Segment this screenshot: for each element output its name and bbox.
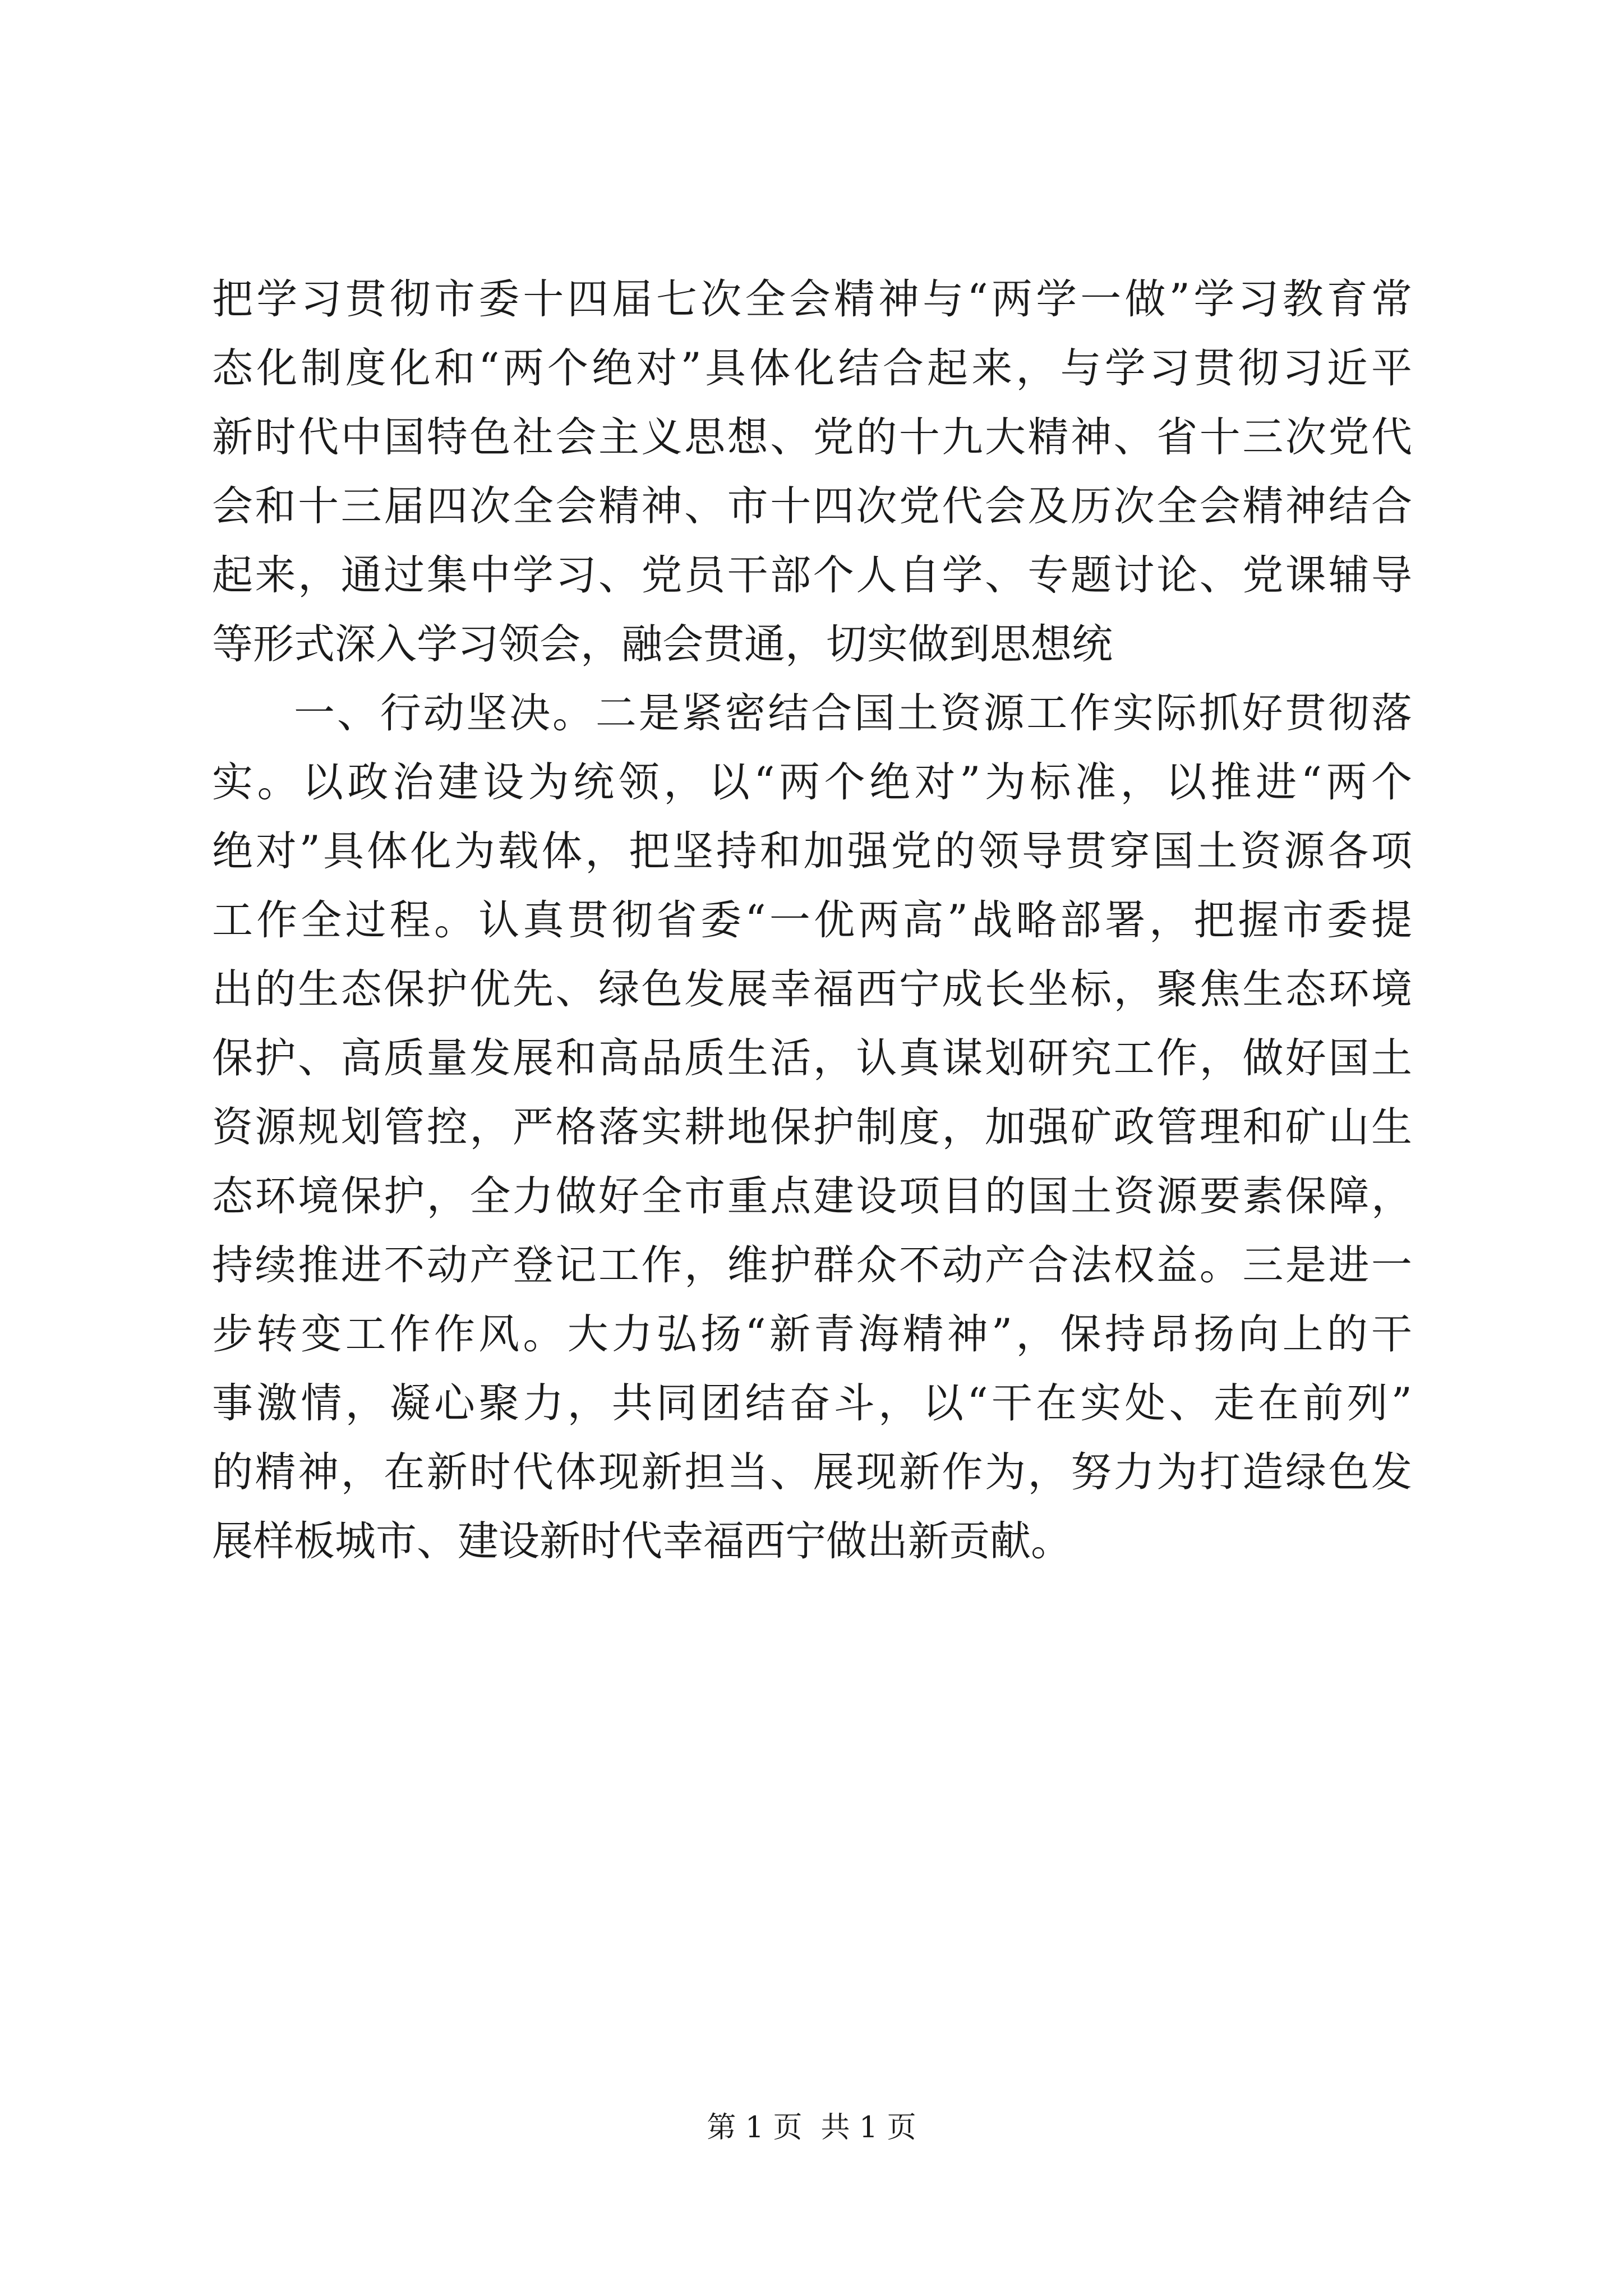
text-line: 新时代中国特色社会主义思想、党的十九大精神、省十三次党代 <box>212 413 1412 461</box>
paragraph-1 <box>212 265 1412 679</box>
paragraph-2 <box>212 679 1412 1576</box>
document-body <box>212 265 1412 1576</box>
text-line: 会和十三届四次全会精神、市十四次党代会及历次全会精神结合 <box>212 482 1412 530</box>
text-line: 等形式深入学习领会，融会贯通，切实做到思想统 <box>212 620 1113 668</box>
text-line: 出的生态保护优先、绿色发展幸福西宁成长坐标，聚焦生态环境 <box>212 965 1412 1013</box>
text-line: 资源规划管控，严格落实耕地保护制度，加强矿政管理和矿山生 <box>212 1103 1412 1151</box>
text-line: 态环境保护，全力做好全市重点建设项目的国土资源要素保障， <box>212 1172 1412 1220</box>
text-line: 展样板城市、建设新时代幸福西宁做出新贡献。 <box>212 1517 1072 1565</box>
text-line: 持续推进不动产登记工作，维护群众不动产合法权益。三是进一 <box>212 1241 1412 1289</box>
text-line: 的精神，在新时代体现新担当、展现新作为，努力为打造绿色发 <box>212 1448 1412 1496</box>
text-line: 步转变工作作风。大力弘扬“新青海精神”，保持昂扬向上的干 <box>212 1310 1412 1358</box>
text-line: 把学习贯彻市委十四届七次全会精神与“两学一做”学习教育常 <box>212 275 1412 323</box>
page-footer <box>0 2104 1623 2146</box>
text-line: 起来，通过集中学习、党员干部个人自学、专题讨论、党课辅导 <box>212 551 1412 599</box>
text-line: 实。以政治建设为统领，以“两个绝对”为标准，以推进“两个 <box>212 758 1412 806</box>
text-line: 一、行动坚决。二是紧密结合国土资源工作实际抓好贯彻落 <box>294 689 1412 737</box>
text-line: 保护、高质量发展和高品质生活，认真谋划研究工作，做好国土 <box>212 1034 1412 1082</box>
text-line: 绝对”具体化为载体，把坚持和加强党的领导贯穿国土资源各项 <box>212 827 1412 875</box>
text-line: 工作全过程。认真贯彻省委“一优两高”战略部署，把握市委提 <box>212 896 1412 944</box>
text-line: 态化制度化和“两个绝对”具体化结合起来，与学习贯彻习近平 <box>212 344 1412 392</box>
text-line: 事激情，凝心聚力，共同团结奋斗，以“干在实处、走在前列” <box>212 1379 1412 1427</box>
page-number-label: 第 1 页 共 1 页 <box>707 2111 916 2145</box>
